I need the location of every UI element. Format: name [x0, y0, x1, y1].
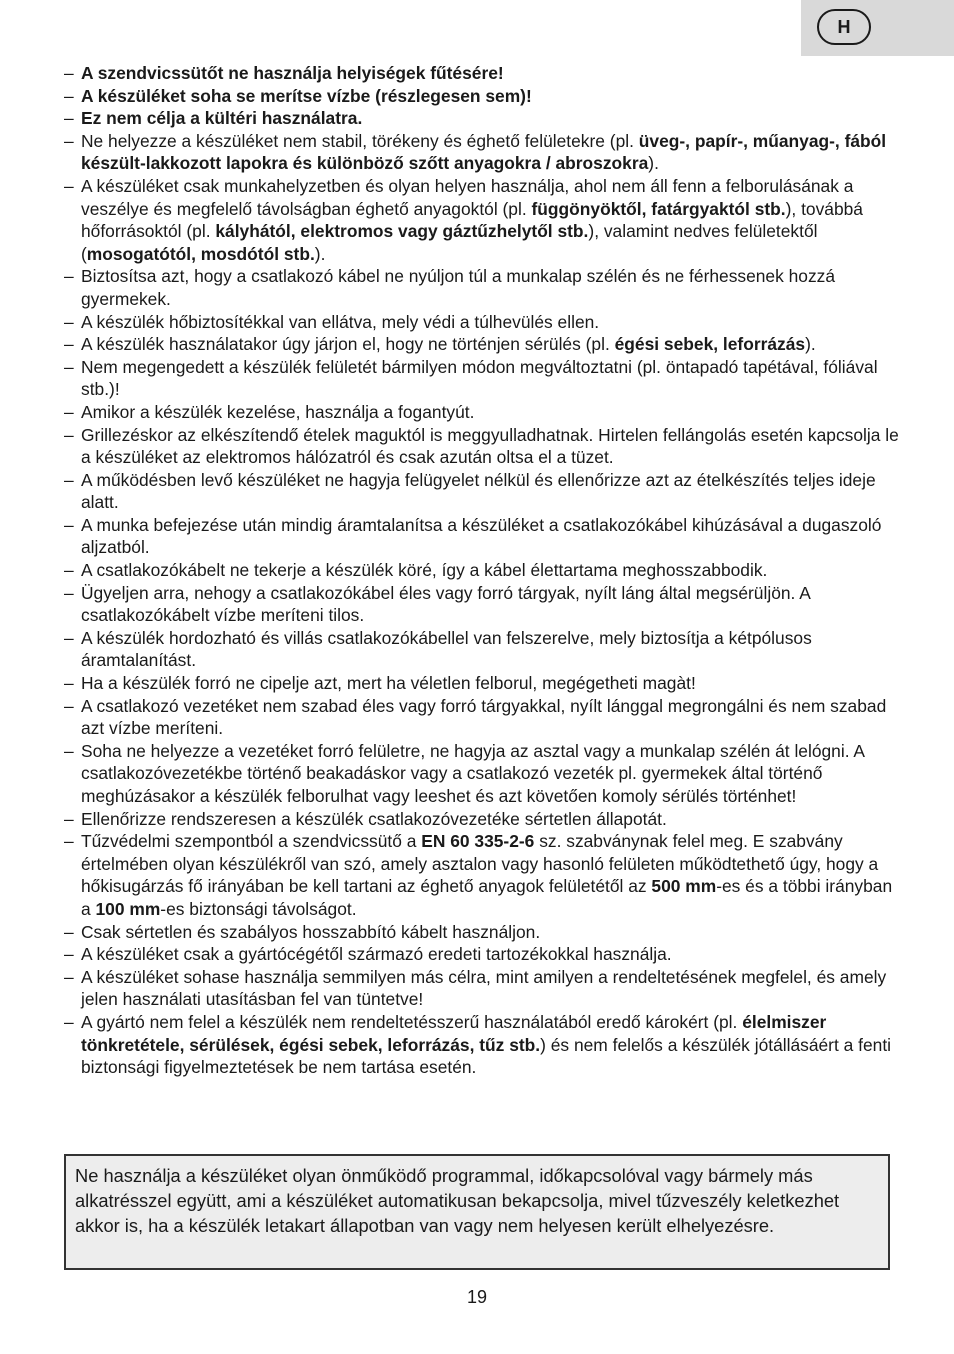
list-item — [64, 695, 904, 740]
bold-text: Ez nem célja a kültéri használatra. — [81, 108, 363, 129]
list-item — [64, 130, 904, 175]
list-item — [64, 740, 904, 808]
text: ). — [648, 153, 659, 174]
list-item — [64, 469, 904, 514]
list-item — [64, 921, 904, 944]
language-tab — [801, 0, 954, 56]
list-item — [64, 107, 904, 130]
list-item — [64, 356, 904, 401]
text: ) és nem felelős a készülék jótállásáért a fenti biztonsági figyelmeztetések be nem tartása esetén. — [81, 1034, 892, 1078]
bold-text: égési sebek, leforrázás — [614, 334, 806, 355]
text: A működésben levő készüléket ne hagyja felügyelet nélkül és ellenőrizze azt az ételkészítés teljes ideje alatt. — [81, 469, 876, 513]
text: Ellenőrizze rendszeresen a készülék csatlakozóvezetéke sértetlen állapotát. — [81, 808, 667, 829]
list-item — [64, 808, 904, 831]
list-item — [64, 943, 904, 966]
list-item — [64, 401, 904, 424]
safety-instructions-list — [64, 62, 904, 1079]
list-item — [64, 1011, 904, 1079]
text: A készüléket csak munkahelyzetben és olyan helyen használja, ahol nem áll fenn a felborulásának a veszélye és megfelelő távolságban éghető anyagoktól (pl. — [81, 175, 854, 219]
bold-text: üveg-, papír-, műanyag-, fából készült-lakkozott lapokra és különböző szőtt anyagokra / abroszokra — [81, 130, 887, 174]
bold-text: élelmiszer tönkretétele, sérülések, égési sebek, leforrázás, tűz stb. — [81, 1011, 827, 1055]
page-number: 19 — [466, 1287, 488, 1307]
text: Biztosítsa azt, hogy a csatlakozó kábel ne nyúljon túl a munkalap szélén és ne férhessenek hozzá gyermekek. — [81, 266, 836, 309]
text: Ne helyezze a készüléket nem stabil, törékeny és éghető felületekre (pl. — [81, 130, 639, 151]
bold-text: A készüléket soha se merítse vízbe (részlegesen sem)! — [81, 85, 532, 106]
language-badge: H — [817, 9, 871, 45]
text: sz. szabványnak felel meg. E szabvány értelmében olyan készülékről van szó, amely asztalon vagy hasonló felületen működtethető úgy, hogy a hőkisugárzás fő irányában be kell tartani az éghető anyagok felületétől az — [81, 831, 879, 897]
text: A munka befejezése után mindig áramtalanítsa a készüléket a csatlakozókábel kihúzásával a dugaszoló aljzatból. — [81, 514, 882, 558]
text: A készüléket sohase használja semmilyen más célra, mint amilyen a rendeltetésének megfelel, és amely jelen használati utasításban fel van tüntetve! — [81, 966, 887, 1010]
bold-text: EN 60 335-2-6 — [421, 831, 535, 852]
bold-text: mosogatótól, mosdótól stb. — [86, 243, 315, 264]
list-item — [64, 333, 904, 356]
warning-notice-box: Ne használja a készüléket olyan önműködő programmal, időkapcsolóval vagy bármely más alkatrésszel együtt, ami a készüléket automatikusan bekapcsolja, mivel tűzveszély keletkezhet akkor is, ha a készülék letakart állapotban van vagy nem helyesen került elhelyezésre. — [64, 1154, 890, 1270]
text: ). — [805, 334, 816, 355]
text: Grillezéskor az elkészítendő ételek maguktól is meggyulladhatnak. Hirtelen fellángolás esetén kapcsolja le a készüléket az elektromos hálózatról és csak azután oltsa el a tüzet. — [81, 424, 899, 468]
list-item — [64, 514, 904, 559]
list-item — [64, 672, 904, 695]
bold-text: 500 mm — [651, 876, 717, 897]
bold-text: 100 mm — [95, 898, 161, 919]
bold-text: kályhától, elektromos vagy gáztűzhelytől stb. — [215, 221, 589, 242]
text: A készülék hőbiztosítékkal van ellátva, mely védi a túlhevülés ellen. — [81, 311, 600, 332]
text: -es biztonsági távolságot. — [160, 898, 357, 919]
text: Ügyeljen arra, nehogy a csatlakozókábel éles vagy forró tárgyak, nyílt láng által megsérüljön. A csatlakozókábelt vízbe meríteni tilos. — [81, 582, 810, 626]
list-item — [64, 85, 904, 108]
list-item — [64, 175, 904, 265]
text: ), továbbá hőforrásoktól (pl. — [81, 198, 863, 242]
list-item — [64, 62, 904, 85]
list-item — [64, 627, 904, 672]
list-item — [64, 830, 904, 920]
text: A gyártó nem felel a készülék nem rendeltetésszerű használatából eredő károkért (pl. — [81, 1011, 743, 1032]
list-item — [64, 559, 904, 582]
bold-text: A szendvicssütőt ne használja helyiségek fűtésére! — [81, 63, 504, 83]
text: A csatlakozókábelt ne tekerje a készülék köré, így a kábel élettartama meghosszabbodik. — [81, 560, 768, 581]
text: A csatlakozó vezetéket nem szabad éles vagy forró tárgyakkal, nyílt lánggal megrongálni és nem szabad azt vízbe meríteni. — [81, 695, 887, 739]
text: Soha ne helyezze a vezetéket forró felületre, ne hagyja az asztal vagy a munkalap szélén át lelógni. A csatlakozóvezetékbe történő beakadáskor vagy a csatlakozó vezeték pl. gyermekek által történő meghúzásakor a készülék felborulhat vagy leeshet és azt követően komoly sérülés történhet! — [81, 740, 865, 806]
list-item — [64, 424, 904, 469]
list-item — [64, 265, 904, 310]
text: A készüléket csak a gyártócégétől származó eredeti tartozékokkal használja. — [81, 944, 672, 965]
text: A készülék használatakor úgy járjon el, hogy ne történjen sérülés (pl. — [81, 334, 615, 355]
list-item — [64, 966, 904, 1011]
text: Tűzvédelmi szempontból a szendvicssütő a — [81, 831, 422, 852]
list-item — [64, 311, 904, 334]
text: Csak sértetlen és szabályos hosszabbító kábelt használjon. — [81, 921, 541, 942]
text: -es és a többi irányban a — [81, 876, 893, 919]
text: Amikor a készülék kezelése, használja a fogantyút. — [81, 401, 475, 422]
text: ). — [314, 243, 326, 264]
text: ), valamint nedves felületektől ( — [81, 221, 818, 264]
bold-text: függönyöktől, fatárgyaktól stb. — [531, 198, 786, 219]
text: Nem megengedett a készülék felületét bármilyen módon megváltoztatni (pl. öntapadó tapétával, fóliával stb.)! — [81, 356, 878, 400]
text: Ha a készülék forró ne cipelje azt, mert ha véletlen felborul, megégetheti magàt! — [81, 673, 696, 694]
text: A készülék hordozható és villás csatlakozókábellel van felszerelve, mely biztosítja a kétpólusos áramtalanítást. — [81, 627, 812, 671]
list-item — [64, 582, 904, 627]
